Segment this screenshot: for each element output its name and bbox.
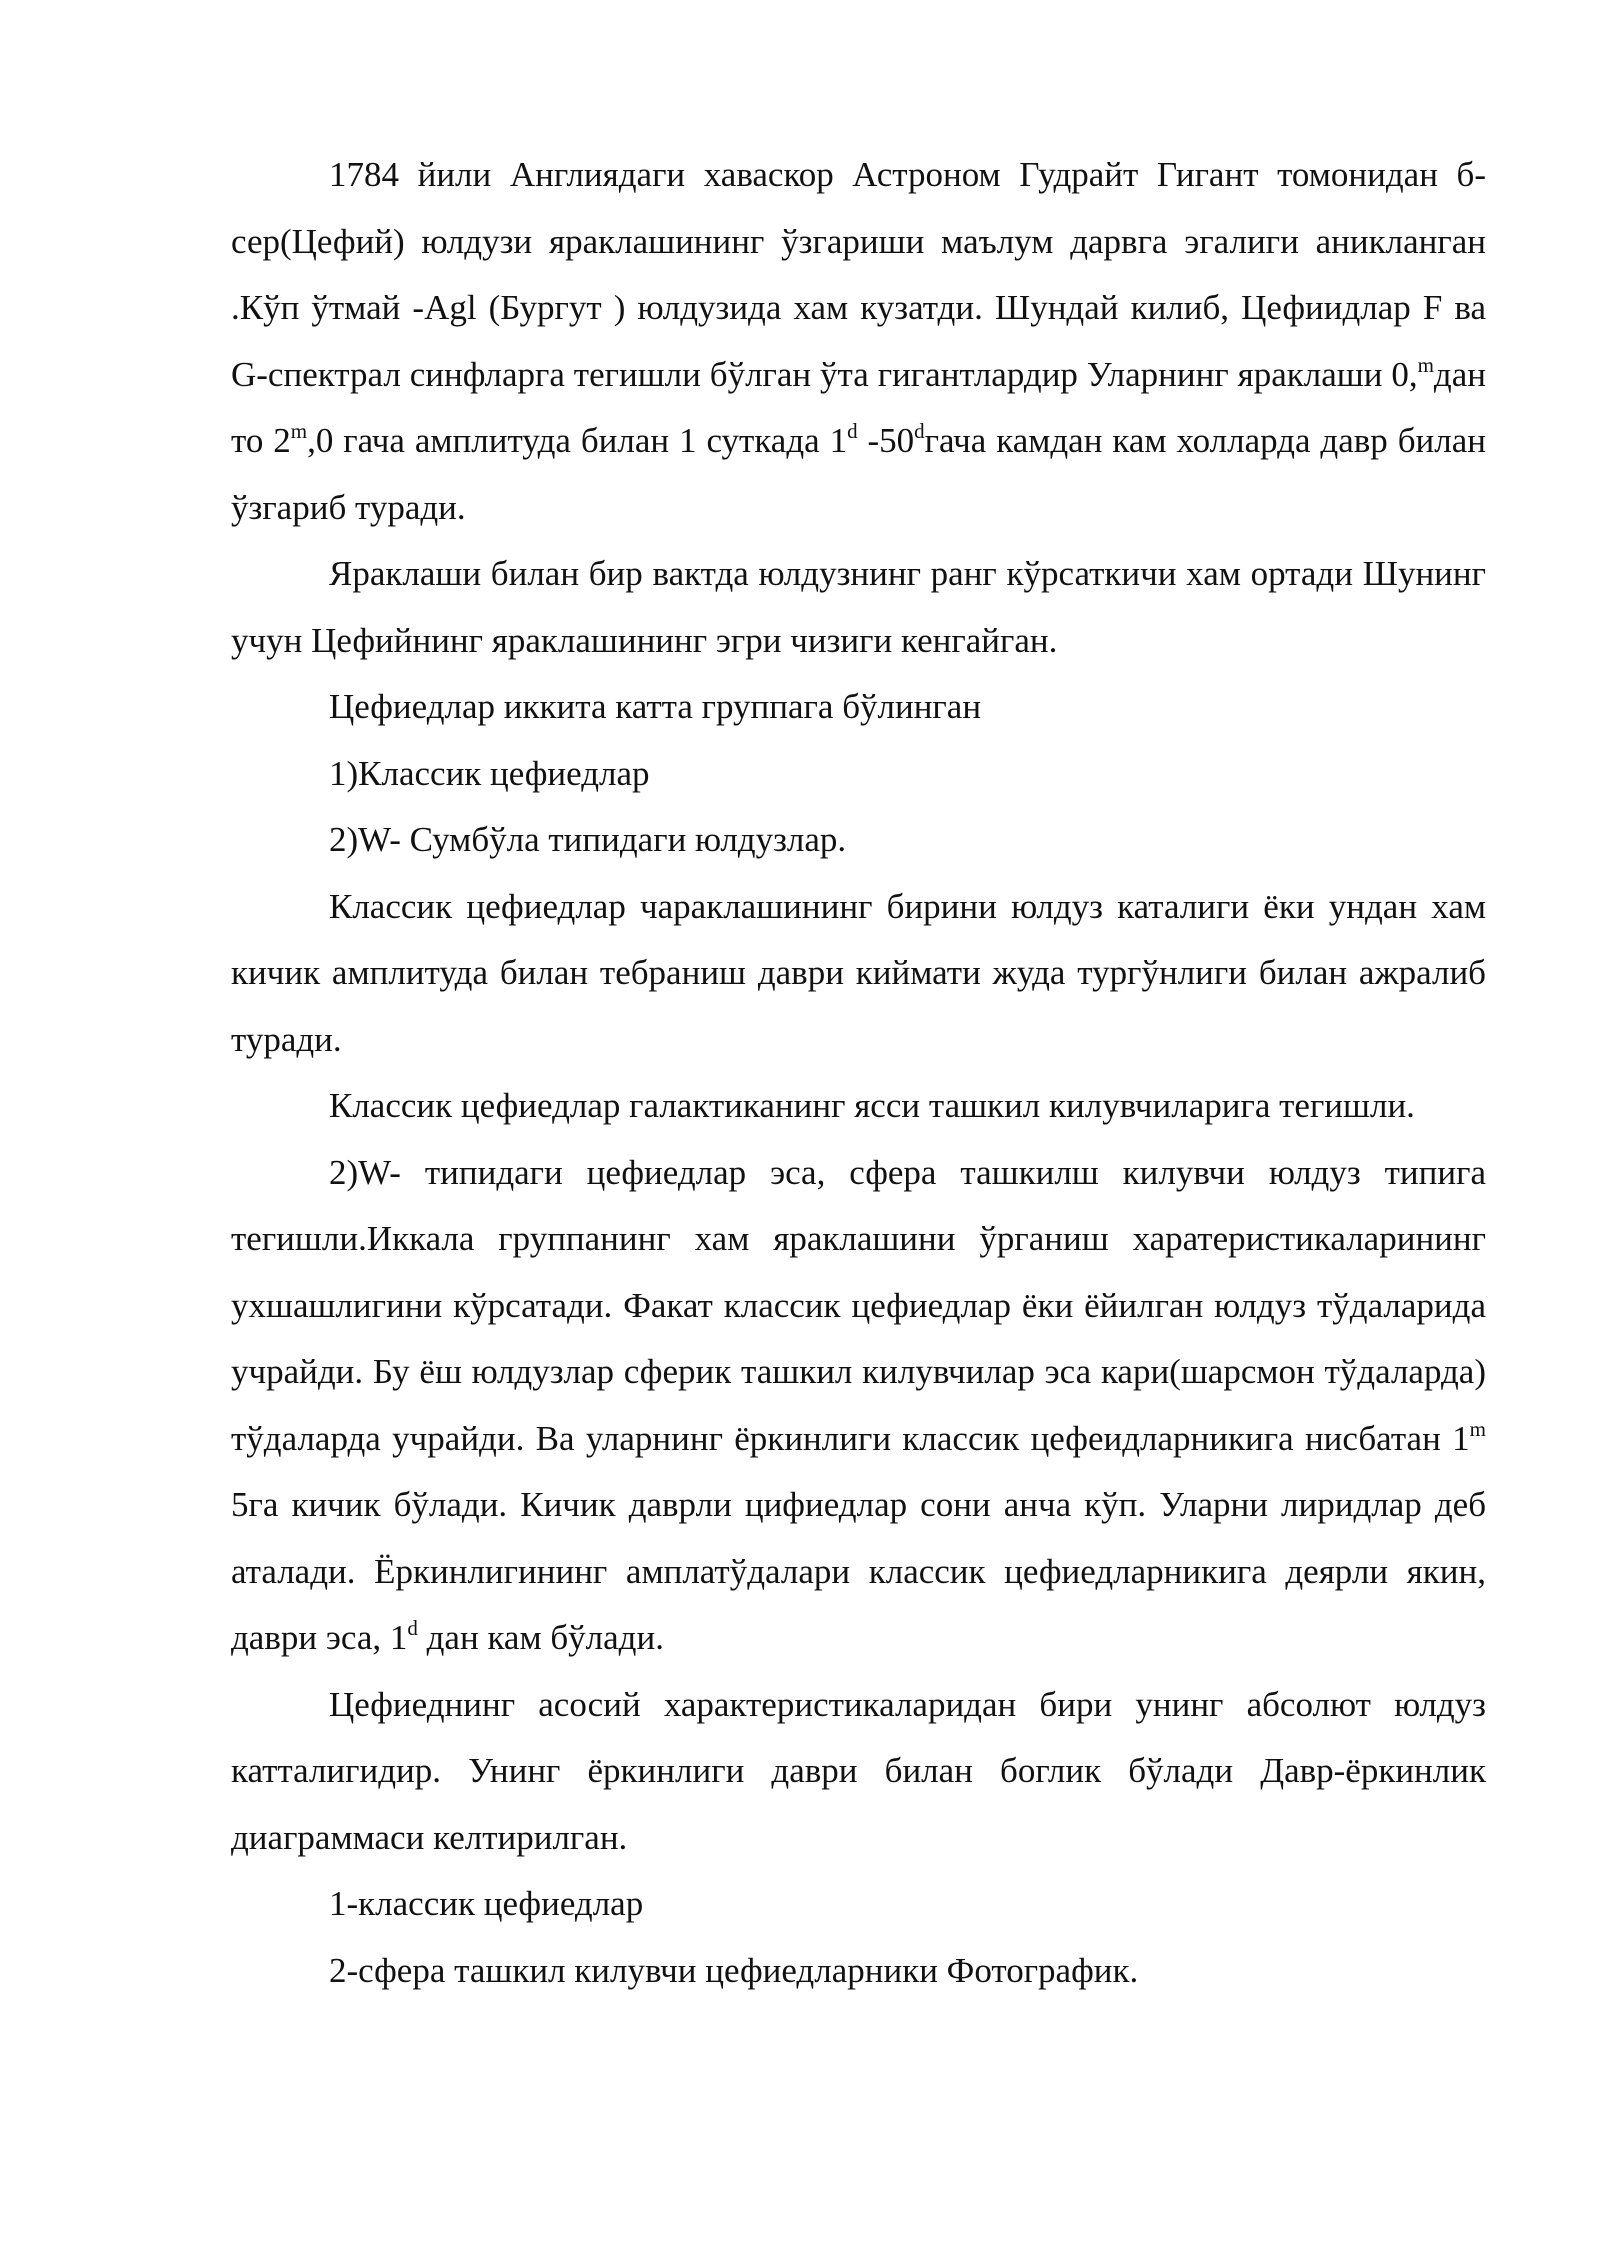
paragraph-1 (231, 142, 1486, 541)
document-page (231, 142, 1486, 2004)
text-run: 2)W- типидаги цефиедлар эса, сфера ташкилш килувчи юлдуз типига тегишли.Иккала группанинг хам яраклашини ўрганиш харатеристикаларининг ухшашлигини кўрсатади. Факат классик цефиедлар ёки ёйилган юлдуз тўдаларида учрайди. Бу ёш юлдузлар сферик ташкил килувчилар эса кари(шарсмон тўдаларда) тўдаларда учрайди. Ва уларнинг ёркинлиги классик цефеидларникига нисбатан 1 (231, 1152, 1486, 1458)
text-run: -50 (857, 421, 915, 460)
text-run: гача камдан кам холларда давр билан ўзгариб туради. (231, 421, 1486, 527)
text-run: дан то 2 (231, 354, 1486, 460)
text-run: Цефиеднинг асосий характеристикаларидан бири унинг абсолют юлдуз катталигидир. Унинг ёркинлиги даври билан боглик бўлади Давр-ёркинлик диаграммаси келтирилган. (231, 1684, 1486, 1857)
paragraph-10 (231, 1871, 1486, 1938)
superscript: m (1469, 1416, 1486, 1441)
text-run: Яраклаши билан бир вактда юлдузнинг ранг кўрсаткичи хам ортади Шунинг учун Цефийнинг яраклашининг эгри чизиги кенгайган. (231, 554, 1486, 660)
text-run: 1)Классик цефиедлар (329, 753, 650, 793)
paragraph-9 (231, 1672, 1486, 1872)
superscript: d (847, 419, 858, 443)
text-run: Цефиедлар иккита катта группага бўлинган (329, 687, 982, 726)
text-run: 5га кичик бўлади. Кичик даврли цифиедлар сони анча кўп. Уларни лиридлар деб аталади. Ёркинлигининг амплатўдалари классик цефиедларникига деярли якин, даври эса, 1 (231, 1485, 1486, 1657)
paragraph-7 (231, 1073, 1486, 1140)
text-run: дан кам бўлади. (417, 1618, 664, 1657)
text-run: Классик цефиедлар галактиканинг ясси ташкил килувчиларига тегишли. (329, 1086, 1415, 1125)
text-run: 2)W- Сумбўла типидаги юлдузлар. (329, 820, 847, 859)
paragraph-11 (231, 1938, 1486, 2005)
superscript: d (407, 1616, 418, 1640)
text-run: ,0 гача амплитуда билан 1 суткада 1 (307, 421, 848, 460)
paragraph-2 (231, 541, 1486, 674)
text-run: 1-классик цефиедлар (329, 1884, 644, 1923)
paragraph-5 (231, 807, 1486, 874)
superscript: d (914, 419, 925, 443)
paragraph-6 (231, 874, 1486, 1074)
paragraph-8 (231, 1140, 1486, 1672)
superscript: m (290, 419, 308, 443)
text-run: Классик цефиедлар чараклашининг бирини юлдуз каталиги ёки ундан хам кичик амплитуда билан тебраниш даври киймати жуда тургўнлиги билан ажралиб туради. (231, 886, 1486, 1059)
paragraph-3 (231, 674, 1486, 741)
text-run: 1784 йили Англиядаги хаваскор Астроном Гудрайт Гигант томонидан б-сер(Цефий) юлдузи яраклашининг ўзгариши маълум дарвга эгалиги аникланган .Кўп ўтмай -Agl (Бургут ) юлдузида хам кузатди. Шундай килиб, Цефиидлар F ва G-спектрал синфларга тегишли бўлган ўта гигантлардир Уларнинг яраклаши 0, (231, 155, 1486, 394)
text-run: 2-сфера ташкил килувчи цефиедларники Фотографик. (329, 1950, 1139, 1990)
paragraph-4 (231, 741, 1486, 808)
superscript: m (1417, 352, 1434, 377)
